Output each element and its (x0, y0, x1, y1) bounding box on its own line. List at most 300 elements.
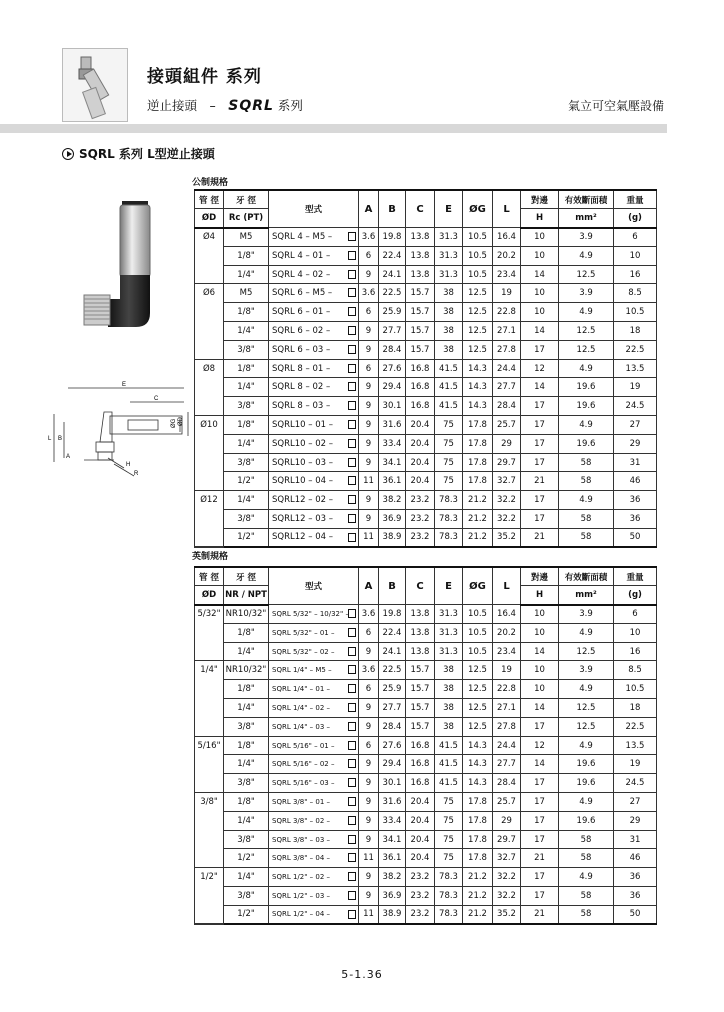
cell-value: 1/4" (224, 491, 269, 510)
cell-value: 15.7 (406, 699, 435, 718)
table-row (195, 453, 657, 472)
option-box-icon (348, 458, 356, 467)
model-code: SQRL 5/32" – 01 – (272, 628, 335, 637)
product-photo (70, 195, 180, 345)
cell-model (269, 905, 359, 924)
cell-od (195, 378, 224, 397)
cell-value: 19.6 (559, 811, 614, 830)
option-box-icon (348, 703, 356, 712)
cell-value: 38.2 (379, 868, 406, 887)
table-row (195, 623, 657, 642)
option-box-icon (348, 628, 356, 637)
cell-value: 14.3 (463, 755, 493, 774)
cell-value: 75 (435, 811, 463, 830)
cell-value: 38 (435, 661, 463, 680)
cell-od: Ø6 (195, 284, 224, 303)
cell-value: 21.2 (463, 887, 493, 906)
cell-value: 12.5 (559, 265, 614, 284)
cell-value: 1/4" (224, 434, 269, 453)
col-model: 型式 (269, 190, 359, 228)
cell-value: 33.4 (379, 434, 406, 453)
cell-value: 17 (521, 340, 559, 359)
cell-model (269, 699, 359, 718)
option-box-icon (348, 609, 356, 618)
model-code: SQRL 8 – 03 – (272, 401, 331, 412)
section-heading (62, 145, 215, 162)
cell-value: 17 (521, 717, 559, 736)
table-row (195, 849, 657, 868)
cell-value: 17 (521, 868, 559, 887)
cell-value: 12.5 (463, 284, 493, 303)
cell-value: 24.1 (379, 265, 406, 284)
cell-model (269, 868, 359, 887)
cell-value: 36.1 (379, 849, 406, 868)
cell-value: 17 (521, 510, 559, 529)
option-box-icon (348, 401, 356, 410)
cell-value: 9 (359, 830, 379, 849)
cell-od: Ø10 (195, 416, 224, 435)
cell-value: 17 (521, 491, 559, 510)
cell-value: 41.5 (435, 397, 463, 416)
model-code: SQRL 4 – 01 – (272, 250, 331, 261)
cell-od (195, 830, 224, 849)
cell-value: 12.5 (463, 717, 493, 736)
cell-value: 29 (614, 434, 657, 453)
cell-value: 6 (359, 359, 379, 378)
cell-value: 38 (435, 340, 463, 359)
model-code: SQRL 6 – 02 – (272, 325, 331, 336)
cell-value: 27 (614, 793, 657, 812)
cell-model (269, 623, 359, 642)
cell-value: 16.8 (406, 774, 435, 793)
cell-model (269, 359, 359, 378)
cell-value: 9 (359, 642, 379, 661)
cell-value: 4.9 (559, 359, 614, 378)
cell-value: 3/8" (224, 510, 269, 529)
cell-value: 9 (359, 397, 379, 416)
cell-value: 1/8" (224, 623, 269, 642)
col-H-unit: H (521, 586, 559, 605)
option-box-icon (348, 835, 356, 844)
table-row (195, 528, 657, 547)
cell-model (269, 887, 359, 906)
cell-value: 29.4 (379, 755, 406, 774)
cell-value: 38 (435, 284, 463, 303)
header-divider (0, 124, 667, 133)
cell-value: 16.4 (493, 605, 521, 624)
cell-value: 14 (521, 755, 559, 774)
cell-value: 8.5 (614, 284, 657, 303)
cell-value: 13.5 (614, 359, 657, 378)
cell-value: 75 (435, 453, 463, 472)
option-box-icon (348, 232, 356, 241)
table-row (195, 228, 657, 247)
cell-value: 10.5 (463, 623, 493, 642)
cell-value: 11 (359, 905, 379, 924)
cell-value: 46 (614, 849, 657, 868)
cell-value: 17.8 (463, 416, 493, 435)
dimension-drawing (44, 378, 192, 478)
col-model: 型式 (269, 567, 359, 605)
cell-value: 1/4" (224, 868, 269, 887)
model-code: SQRL 4 – M5 – (272, 231, 333, 242)
cell-value: 36 (614, 491, 657, 510)
cell-value: 36 (614, 510, 657, 529)
cell-od: Ø12 (195, 491, 224, 510)
table-row (195, 680, 657, 699)
cell-value: 27.6 (379, 359, 406, 378)
cell-value: 12 (521, 359, 559, 378)
table-row (195, 303, 657, 322)
cell-value: 6 (359, 246, 379, 265)
model-code: SQRL 8 – 01 – (272, 363, 331, 374)
cell-value: 3/8" (224, 397, 269, 416)
cell-value: 30.1 (379, 774, 406, 793)
cell-value: 12.5 (463, 322, 493, 341)
cell-value: 1/2" (224, 472, 269, 491)
cell-value: 31.3 (435, 642, 463, 661)
table-row (195, 397, 657, 416)
cell-value: 58 (559, 472, 614, 491)
cell-value: 10 (521, 623, 559, 642)
model-code: SQRL12 – 03 – (272, 513, 333, 524)
cell-value: 75 (435, 793, 463, 812)
cell-value: 17 (521, 416, 559, 435)
cell-value: 9 (359, 793, 379, 812)
cell-value: 14.3 (463, 359, 493, 378)
cell-value: 19.6 (559, 755, 614, 774)
table-row (195, 322, 657, 341)
cell-value: 27.6 (379, 736, 406, 755)
table-row (195, 717, 657, 736)
cell-value: 6 (359, 623, 379, 642)
cell-value: 9 (359, 416, 379, 435)
model-code: SQRL 5/32" – 02 – (272, 647, 335, 656)
cell-model (269, 265, 359, 284)
dim-label-A: A (66, 454, 71, 460)
cell-value: 13.8 (406, 605, 435, 624)
cell-value: 12.5 (559, 699, 614, 718)
cell-value: 41.5 (435, 755, 463, 774)
cell-value: 58 (559, 905, 614, 924)
cell-value: 17 (521, 453, 559, 472)
cell-od (195, 642, 224, 661)
cell-value: 75 (435, 416, 463, 435)
cell-value: 12.5 (559, 642, 614, 661)
cell-value: 34.1 (379, 453, 406, 472)
model-code: SQRL 3/8" – 02 – (272, 816, 331, 825)
table-row (195, 774, 657, 793)
cell-value: 25.9 (379, 680, 406, 699)
cell-value: 16 (614, 265, 657, 284)
cell-value: 19.6 (559, 378, 614, 397)
col-thread: 牙 徑 (224, 567, 269, 586)
col-H: 對邊 (521, 567, 559, 586)
cell-value: 32.2 (493, 868, 521, 887)
cell-value: 27.7 (493, 755, 521, 774)
cell-value: 58 (559, 849, 614, 868)
cell-value: 10.5 (463, 265, 493, 284)
cell-value: 6 (614, 228, 657, 247)
cell-model (269, 830, 359, 849)
option-box-icon (348, 345, 356, 354)
option-box-icon (348, 514, 356, 523)
cell-model (269, 397, 359, 416)
page-number: 5-1.36 (341, 968, 383, 981)
cell-value: 10 (521, 303, 559, 322)
cell-value: 4.9 (559, 623, 614, 642)
model-code: SQRL 1/4" – 02 – (272, 703, 331, 712)
cell-model (269, 284, 359, 303)
cell-value: 20.4 (406, 416, 435, 435)
col-B: B (379, 567, 406, 605)
table-row (195, 868, 657, 887)
cell-model (269, 453, 359, 472)
cell-value: 16.8 (406, 359, 435, 378)
cell-value: 15.7 (406, 340, 435, 359)
cell-value: 20.4 (406, 434, 435, 453)
cell-value: 1/2" (224, 849, 269, 868)
cell-value: 3/8" (224, 340, 269, 359)
cell-value: 1/4" (224, 322, 269, 341)
cell-value: 38 (435, 322, 463, 341)
cell-value: 35.2 (493, 528, 521, 547)
option-box-icon (348, 307, 356, 316)
cell-value: 58 (559, 887, 614, 906)
cell-value: 12.5 (463, 699, 493, 718)
option-box-icon (348, 759, 356, 768)
cell-od: 1/2" (195, 868, 224, 887)
cell-value: 29.7 (493, 453, 521, 472)
cell-value: NR10/32" (224, 661, 269, 680)
table-row (195, 246, 657, 265)
cell-value: 17.8 (463, 472, 493, 491)
cell-value: 58 (559, 510, 614, 529)
cell-value: 19.6 (559, 774, 614, 793)
model-code: SQRL 1/4" – 01 – (272, 685, 331, 694)
cell-value: 38 (435, 680, 463, 699)
option-box-icon (348, 891, 356, 900)
cell-value: 25.7 (493, 416, 521, 435)
table-row (195, 887, 657, 906)
table-row (195, 265, 657, 284)
table-row (195, 416, 657, 435)
cell-value: 4.9 (559, 246, 614, 265)
model-code: SQRL 6 – 03 – (272, 344, 331, 355)
option-box-icon (348, 816, 356, 825)
cell-od (195, 434, 224, 453)
cell-value: 14 (521, 322, 559, 341)
table-row (195, 359, 657, 378)
cell-value: 9 (359, 453, 379, 472)
section-heading-text: SQRL 系列 L型逆止接頭 (79, 147, 215, 161)
cell-value: 19 (614, 378, 657, 397)
cell-value: 9 (359, 491, 379, 510)
cell-od (195, 680, 224, 699)
cell-value: 15.7 (406, 717, 435, 736)
product-thumbnail (62, 48, 128, 122)
option-box-icon (348, 797, 356, 806)
cell-value: 41.5 (435, 378, 463, 397)
cell-value: 1/8" (224, 359, 269, 378)
table-row (195, 755, 657, 774)
col-C: C (406, 567, 435, 605)
subtitle-code: SQRL (228, 98, 274, 114)
cell-value: 36 (614, 887, 657, 906)
cell-value: 28.4 (379, 340, 406, 359)
cell-value: 12.5 (463, 680, 493, 699)
cell-value: 3.6 (359, 605, 379, 624)
cell-value: 3/8" (224, 887, 269, 906)
table-row (195, 284, 657, 303)
col-L: L (493, 190, 521, 228)
cell-value: 22.4 (379, 623, 406, 642)
cell-value: 23.4 (493, 642, 521, 661)
cell-value: 41.5 (435, 359, 463, 378)
option-box-icon (348, 741, 356, 750)
cell-od (195, 849, 224, 868)
subtitle-suffix: 系列 (273, 98, 303, 113)
cell-value: 17 (521, 887, 559, 906)
cell-model (269, 642, 359, 661)
cell-value: 29 (493, 434, 521, 453)
cell-value: 20.4 (406, 453, 435, 472)
cell-od: 5/16" (195, 736, 224, 755)
cell-value: 21.2 (463, 868, 493, 887)
dim-label-B: B (58, 436, 63, 442)
cell-value: M5 (224, 228, 269, 247)
cell-value: 1/4" (224, 699, 269, 718)
table-row (195, 661, 657, 680)
cell-value: 31 (614, 453, 657, 472)
cell-value: 19.6 (559, 434, 614, 453)
table-row (195, 472, 657, 491)
cell-od: Ø4 (195, 228, 224, 247)
cell-value: 27.7 (379, 322, 406, 341)
cell-value: 1/4" (224, 811, 269, 830)
cell-value: 12.5 (463, 661, 493, 680)
cell-value: 22.5 (614, 717, 657, 736)
option-box-icon (348, 476, 356, 485)
cell-value: 24.5 (614, 397, 657, 416)
cell-value: 31 (614, 830, 657, 849)
col-A: A (359, 567, 379, 605)
cell-model (269, 661, 359, 680)
cell-od (195, 699, 224, 718)
col-area: 有效斷面積 (559, 567, 614, 586)
cell-value: 50 (614, 528, 657, 547)
model-code: SQRL 1/2" – 04 – (272, 910, 331, 919)
option-box-icon (348, 910, 356, 919)
cell-model (269, 811, 359, 830)
cell-value: 3.9 (559, 284, 614, 303)
cell-value: 41.5 (435, 774, 463, 793)
cell-model (269, 528, 359, 547)
col-E: E (435, 190, 463, 228)
cell-value: 28.4 (493, 397, 521, 416)
cell-value: 38 (435, 717, 463, 736)
cell-value: 9 (359, 378, 379, 397)
cell-value: 19.6 (559, 397, 614, 416)
table-row (195, 793, 657, 812)
cell-value: 17.8 (463, 811, 493, 830)
cell-value: 20.4 (406, 472, 435, 491)
cell-value: 23.2 (406, 905, 435, 924)
cell-od (195, 623, 224, 642)
cell-value: 3/8" (224, 717, 269, 736)
cell-value: 21.2 (463, 510, 493, 529)
cell-od (195, 397, 224, 416)
subtitle-text: 逆止接頭 – (147, 98, 229, 113)
cell-value: 4.9 (559, 793, 614, 812)
cell-value: 31.6 (379, 416, 406, 435)
cell-value: 27.1 (493, 699, 521, 718)
col-H: 對邊 (521, 190, 559, 209)
cell-value: 10.5 (463, 605, 493, 624)
cell-value: 17.8 (463, 793, 493, 812)
cell-value: 22.5 (379, 661, 406, 680)
cell-value: NR10/32" (224, 605, 269, 624)
cell-value: 18 (614, 322, 657, 341)
cell-value: 14 (521, 699, 559, 718)
model-code: SQRL 3/8" – 04 – (272, 854, 331, 863)
cell-value: 58 (559, 830, 614, 849)
cell-value: 9 (359, 699, 379, 718)
col-weight-unit: (g) (614, 209, 657, 228)
cell-value: 17.8 (463, 849, 493, 868)
cell-value: 75 (435, 472, 463, 491)
cell-model (269, 849, 359, 868)
cell-value: 21 (521, 849, 559, 868)
cell-value: 23.2 (406, 868, 435, 887)
metric-spec-table (194, 189, 657, 548)
cell-value: 3.9 (559, 605, 614, 624)
cell-value: 9 (359, 811, 379, 830)
col-B: B (379, 190, 406, 228)
model-code: SQRL 1/2" – 03 – (272, 891, 331, 900)
col-od-unit: ØD (195, 209, 224, 228)
cell-model (269, 605, 359, 624)
cell-value: 14 (521, 378, 559, 397)
option-box-icon (348, 288, 356, 297)
cell-value: 13.8 (406, 642, 435, 661)
cell-value: 15.7 (406, 322, 435, 341)
cell-value: 31.6 (379, 793, 406, 812)
cell-value: 1/4" (224, 378, 269, 397)
cell-od (195, 265, 224, 284)
option-box-icon (348, 420, 356, 429)
cell-od (195, 453, 224, 472)
cell-value: 3/8" (224, 453, 269, 472)
cell-value: 31.3 (435, 228, 463, 247)
option-box-icon (348, 326, 356, 335)
table-row (195, 736, 657, 755)
cell-value: 23.4 (493, 265, 521, 284)
cell-value: 13.8 (406, 623, 435, 642)
cell-value: 17.8 (463, 830, 493, 849)
cell-value: 1/2" (224, 905, 269, 924)
table-row (195, 510, 657, 529)
cell-value: 6 (359, 736, 379, 755)
table-row (195, 699, 657, 718)
cell-value: 12.5 (559, 717, 614, 736)
cell-value: 9 (359, 887, 379, 906)
col-G: ØG (463, 190, 493, 228)
cell-value: 20.4 (406, 849, 435, 868)
cell-value: 32.2 (493, 887, 521, 906)
cell-value: 3.6 (359, 228, 379, 247)
cell-value: 78.3 (435, 510, 463, 529)
